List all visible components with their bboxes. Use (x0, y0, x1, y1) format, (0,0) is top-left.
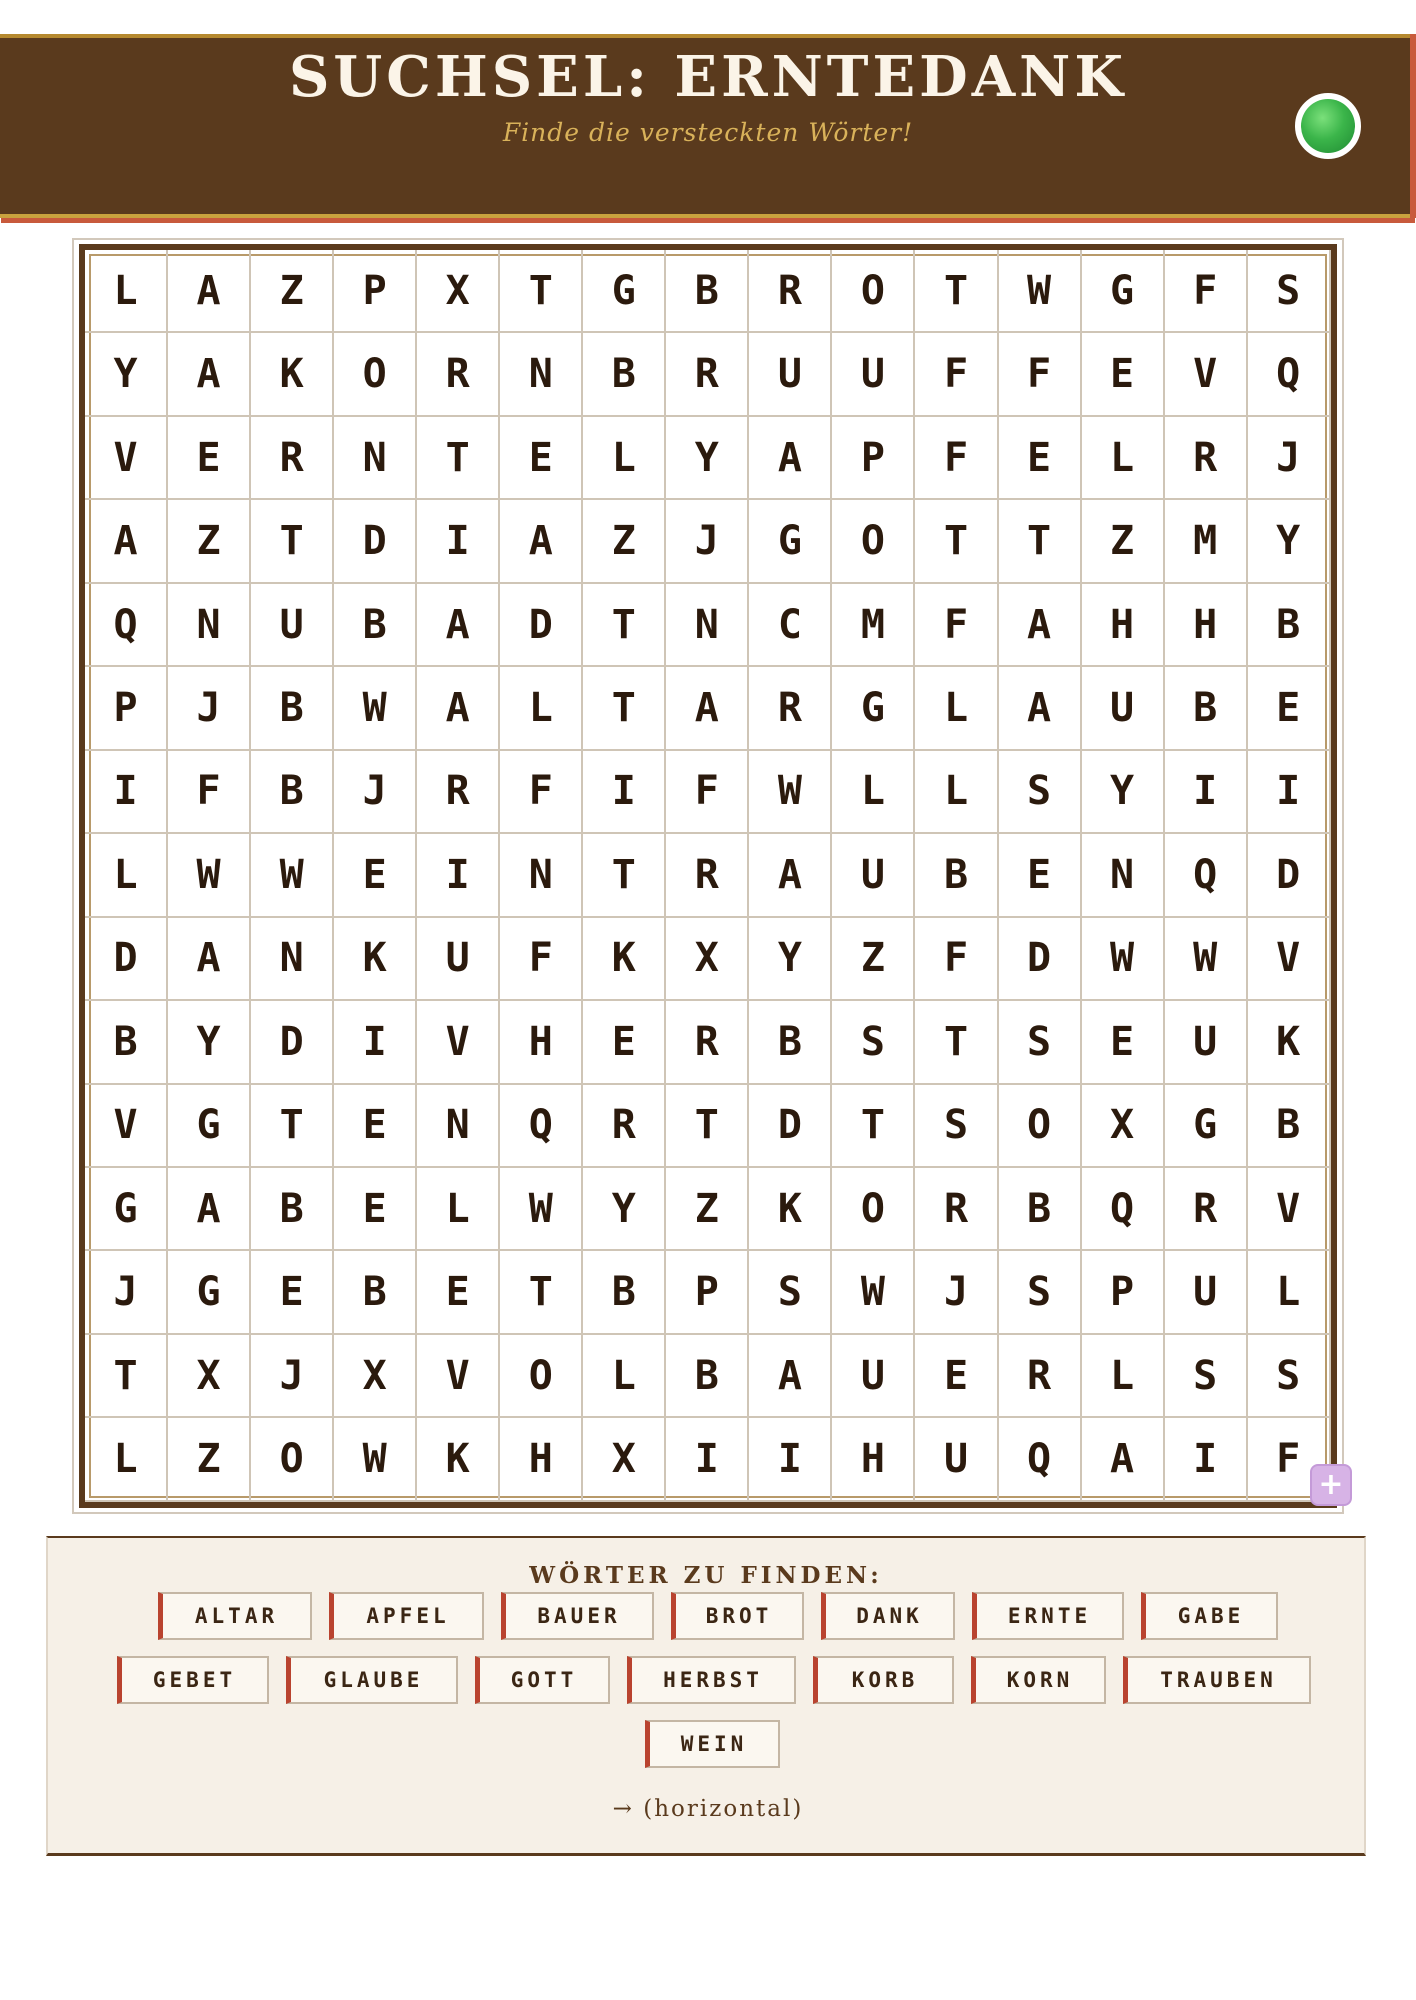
grid-cell[interactable]: X (168, 1335, 251, 1418)
grid-cell[interactable]: E (334, 1085, 417, 1168)
grid-cell[interactable]: I (334, 1001, 417, 1084)
grid-cell[interactable]: O (999, 1085, 1082, 1168)
grid-cell[interactable]: A (500, 500, 583, 583)
grid-cell[interactable]: K (583, 918, 666, 1001)
grid-cell[interactable]: K (251, 333, 334, 416)
grid-cell[interactable]: T (85, 1335, 168, 1418)
grid-cell[interactable]: B (1248, 584, 1331, 667)
grid-cell[interactable]: I (666, 1418, 749, 1501)
grid-cell[interactable]: P (85, 667, 168, 750)
grid-cell[interactable]: U (1082, 667, 1165, 750)
grid-cell[interactable]: E (915, 1335, 998, 1418)
grid-cell[interactable]: B (999, 1168, 1082, 1251)
grid-cell[interactable]: R (417, 751, 500, 834)
grid-cell[interactable]: U (1165, 1251, 1248, 1334)
grid-cell[interactable]: W (334, 667, 417, 750)
grid-cell[interactable]: B (666, 1335, 749, 1418)
grid-cell[interactable]: D (1248, 834, 1331, 917)
grid-cell[interactable]: L (500, 667, 583, 750)
grid-cell[interactable]: N (168, 584, 251, 667)
grid-cell[interactable]: M (832, 584, 915, 667)
grid-cell[interactable]: B (583, 1251, 666, 1334)
grid-cell[interactable]: I (417, 500, 500, 583)
grid-cell[interactable]: W (999, 250, 1082, 333)
grid-cell[interactable]: I (85, 751, 168, 834)
page-subtitle: Finde die versteckten Wörter! (502, 118, 914, 147)
word-chip: GLAUBE (286, 1656, 458, 1704)
grid-cell[interactable]: H (500, 1001, 583, 1084)
grid-cell[interactable]: V (417, 1335, 500, 1418)
grid-cell[interactable]: D (251, 1001, 334, 1084)
grid-cell[interactable]: G (1165, 1085, 1248, 1168)
grid-cell[interactable]: B (1248, 1085, 1331, 1168)
grid-cell[interactable]: O (832, 250, 915, 333)
grid-cell[interactable]: E (1082, 333, 1165, 416)
grid-cell[interactable]: V (85, 1085, 168, 1168)
grid-cell[interactable]: J (1248, 417, 1331, 500)
word-chip: ERNTE (972, 1592, 1124, 1640)
grid-cell[interactable]: T (915, 250, 998, 333)
grid-cell[interactable]: S (1248, 250, 1331, 333)
grid-cell[interactable]: N (500, 333, 583, 416)
grid-cell[interactable]: S (832, 1001, 915, 1084)
grid-cell[interactable]: Q (500, 1085, 583, 1168)
grid-cell[interactable]: U (251, 584, 334, 667)
grid-cell[interactable]: J (915, 1251, 998, 1334)
grid-cell[interactable]: E (1082, 1001, 1165, 1084)
grid-cell[interactable]: F (915, 417, 998, 500)
word-chip: GABE (1141, 1592, 1278, 1640)
grid-cell[interactable]: A (417, 584, 500, 667)
grid-cell[interactable]: G (85, 1168, 168, 1251)
grid-cell[interactable]: U (749, 333, 832, 416)
grid-cell[interactable]: V (85, 417, 168, 500)
grid-cell[interactable]: M (1165, 500, 1248, 583)
grid-cell[interactable]: K (749, 1168, 832, 1251)
grid-cell[interactable]: D (999, 918, 1082, 1001)
grid-cell[interactable]: T (999, 500, 1082, 583)
grid-cell[interactable]: I (1165, 751, 1248, 834)
grid-cell[interactable]: G (583, 250, 666, 333)
grid-cell[interactable]: P (666, 1251, 749, 1334)
grid-cell[interactable]: E (334, 834, 417, 917)
grid-cell[interactable]: E (500, 417, 583, 500)
grid-cell[interactable]: H (1165, 584, 1248, 667)
direction-hint: → (horizontal) (612, 1796, 804, 1822)
grid-cell[interactable]: H (500, 1418, 583, 1501)
grid-cell[interactable]: U (417, 918, 500, 1001)
word-chip: BAUER (501, 1592, 654, 1640)
grid-cell[interactable]: W (500, 1168, 583, 1251)
grid-cell[interactable]: S (1248, 1335, 1331, 1418)
grid-cell[interactable]: L (915, 751, 998, 834)
word-chip: WEIN (645, 1720, 780, 1768)
grid-cell[interactable]: F (666, 751, 749, 834)
grid-cell[interactable]: B (749, 1001, 832, 1084)
grid-cell[interactable]: H (1082, 584, 1165, 667)
status-indicator-icon[interactable] (1292, 90, 1364, 162)
grid-cell[interactable]: I (1165, 1418, 1248, 1501)
grid-cell[interactable]: B (583, 333, 666, 416)
word-chip: TRAUBEN (1123, 1656, 1311, 1704)
grid-cell[interactable]: F (1165, 250, 1248, 333)
grid-cell[interactable]: R (417, 333, 500, 416)
grid-cell[interactable]: G (749, 500, 832, 583)
grid-cell[interactable]: W (749, 751, 832, 834)
grid-cell[interactable]: Z (168, 1418, 251, 1501)
grid-cell[interactable]: O (251, 1418, 334, 1501)
grid-cell[interactable]: R (749, 667, 832, 750)
grid-cell[interactable]: I (417, 834, 500, 917)
grid-cell[interactable]: Q (1165, 834, 1248, 917)
grid-cell[interactable]: R (999, 1335, 1082, 1418)
grid-cell[interactable]: W (251, 834, 334, 917)
grid-cell[interactable]: A (666, 667, 749, 750)
grid-cell[interactable]: G (832, 667, 915, 750)
grid-cell[interactable]: A (1082, 1418, 1165, 1501)
grid-cell[interactable]: N (1082, 834, 1165, 917)
grid-cell[interactable]: R (666, 333, 749, 416)
grid-cell[interactable]: T (251, 1085, 334, 1168)
grid-cell[interactable]: H (832, 1418, 915, 1501)
letter-grid[interactable] (85, 250, 1331, 1502)
grid-cell[interactable]: B (85, 1001, 168, 1084)
grid-cell[interactable]: T (915, 500, 998, 583)
grid-cell[interactable]: W (832, 1251, 915, 1334)
grid-cell[interactable]: T (251, 500, 334, 583)
grid-cell[interactable]: U (832, 333, 915, 416)
grid-cell[interactable]: Q (1082, 1168, 1165, 1251)
grid-cell[interactable]: N (666, 584, 749, 667)
grid-cell[interactable]: I (583, 751, 666, 834)
grid-cell[interactable]: Y (168, 1001, 251, 1084)
grid-cell[interactable]: U (832, 834, 915, 917)
word-chip: BROT (671, 1592, 804, 1640)
grid-cell[interactable]: D (334, 500, 417, 583)
grid-cell[interactable]: Y (85, 333, 168, 416)
grid-cell[interactable]: A (749, 1335, 832, 1418)
grid-cell[interactable]: L (915, 667, 998, 750)
grid-cell[interactable]: A (168, 918, 251, 1001)
grid-cell[interactable]: Q (1248, 333, 1331, 416)
grid-cell[interactable]: Q (85, 584, 168, 667)
grid-cell[interactable]: A (749, 417, 832, 500)
grid-cell[interactable]: A (999, 584, 1082, 667)
grid-cell[interactable]: Y (666, 417, 749, 500)
grid-cell[interactable]: X (583, 1418, 666, 1501)
grid-cell[interactable]: E (999, 417, 1082, 500)
grid-cell[interactable]: S (999, 1251, 1082, 1334)
word-chip: DANK (821, 1592, 955, 1640)
words-heading: WÖRTER ZU FINDEN: (529, 1562, 883, 1589)
grid-cell[interactable]: D (85, 918, 168, 1001)
grid-cell[interactable]: E (168, 417, 251, 500)
grid-cell[interactable]: O (832, 500, 915, 583)
grid-cell[interactable]: Y (1082, 751, 1165, 834)
word-chip: KORN (971, 1656, 1106, 1704)
grid-cell[interactable]: A (168, 1168, 251, 1251)
grid-cell[interactable]: R (749, 250, 832, 333)
grid-cell[interactable]: E (1248, 667, 1331, 750)
grid-cell[interactable]: R (915, 1168, 998, 1251)
grid-cell[interactable]: K (1248, 1001, 1331, 1084)
grid-cell[interactable]: S (999, 751, 1082, 834)
grid-cell[interactable]: T (583, 584, 666, 667)
grid-cell[interactable]: Z (583, 500, 666, 583)
grid-cell[interactable]: U (915, 1418, 998, 1501)
grid-cell[interactable]: G (1082, 250, 1165, 333)
grid-cell[interactable]: J (251, 1335, 334, 1418)
grid-cell[interactable]: B (1165, 667, 1248, 750)
page-title: SUCHSEL: ERNTEDANK (288, 44, 1128, 110)
grid-cell[interactable]: B (666, 250, 749, 333)
grid-cell[interactable]: R (666, 834, 749, 917)
grid-cell[interactable]: T (832, 1085, 915, 1168)
grid-cell[interactable]: T (500, 1251, 583, 1334)
grid-cell[interactable]: G (168, 1251, 251, 1334)
grid-cell[interactable]: R (666, 1001, 749, 1084)
grid-cell[interactable]: L (1082, 417, 1165, 500)
grid-cell[interactable]: W (1082, 918, 1165, 1001)
grid-cell[interactable]: L (85, 250, 168, 333)
grid-cell[interactable]: A (749, 834, 832, 917)
grid-cell[interactable]: X (334, 1335, 417, 1418)
grid-cell[interactable]: I (749, 1418, 832, 1501)
grid-cell[interactable]: Y (1248, 500, 1331, 583)
grid-cell[interactable]: B (251, 667, 334, 750)
grid-cell[interactable]: A (999, 667, 1082, 750)
grid-cell[interactable]: O (832, 1168, 915, 1251)
grid-cell[interactable]: J (85, 1251, 168, 1334)
grid-cell[interactable]: W (334, 1418, 417, 1501)
grid-cell[interactable]: F (915, 584, 998, 667)
grid-cell[interactable]: S (999, 1001, 1082, 1084)
grid-cell[interactable]: D (749, 1085, 832, 1168)
grid-cell[interactable]: F (500, 751, 583, 834)
grid-cell[interactable]: F (500, 918, 583, 1001)
grid-cell[interactable]: N (417, 1085, 500, 1168)
grid-cell[interactable]: S (749, 1251, 832, 1334)
grid-cell[interactable]: A (168, 250, 251, 333)
grid-cell[interactable]: X (1082, 1085, 1165, 1168)
grid-cell[interactable]: Z (666, 1168, 749, 1251)
grid-cell[interactable]: Z (251, 250, 334, 333)
grid-cell[interactable]: D (500, 584, 583, 667)
grid-cell[interactable]: R (1165, 417, 1248, 500)
grid-cell[interactable]: F (915, 333, 998, 416)
grid-cell[interactable]: L (583, 1335, 666, 1418)
grid-cell[interactable]: F (915, 918, 998, 1001)
grid-cell[interactable]: O (334, 333, 417, 416)
grid-cell[interactable]: I (1248, 751, 1331, 834)
grid-cell[interactable]: N (334, 417, 417, 500)
word-chip: ALTAR (158, 1592, 312, 1640)
grid-cell[interactable]: L (85, 834, 168, 917)
grid-cell[interactable]: N (500, 834, 583, 917)
grid-cell[interactable]: K (334, 918, 417, 1001)
grid-cell[interactable]: B (334, 584, 417, 667)
grid-cell[interactable]: T (915, 1001, 998, 1084)
grid-cell[interactable]: R (1165, 1168, 1248, 1251)
grid-cell[interactable]: B (334, 1251, 417, 1334)
grid-cell[interactable]: U (832, 1335, 915, 1418)
grid-cell[interactable]: C (749, 584, 832, 667)
grid-cell[interactable]: X (666, 918, 749, 1001)
grid-cell[interactable]: V (417, 1001, 500, 1084)
cross-badge-icon[interactable]: + (1310, 1464, 1352, 1506)
grid-cell[interactable]: G (168, 1085, 251, 1168)
grid-cell[interactable]: Y (749, 918, 832, 1001)
grid-cell[interactable]: J (334, 751, 417, 834)
word-chip: HERBST (627, 1656, 796, 1704)
grid-cell[interactable]: R (251, 417, 334, 500)
grid-cell[interactable]: V (1248, 1168, 1331, 1251)
grid-cell[interactable]: A (417, 667, 500, 750)
grid-cell[interactable]: L (85, 1418, 168, 1501)
grid-cell[interactable]: K (417, 1418, 500, 1501)
grid-cell[interactable]: E (417, 1251, 500, 1334)
grid-cell[interactable]: W (1165, 918, 1248, 1001)
grid-cell[interactable]: S (1165, 1335, 1248, 1418)
grid-cell[interactable]: L (1248, 1251, 1331, 1334)
grid-cell[interactable]: R (583, 1085, 666, 1168)
grid-cell[interactable]: Q (999, 1418, 1082, 1501)
grid-cell[interactable]: X (417, 250, 500, 333)
grid-cell[interactable]: Z (832, 918, 915, 1001)
grid-cell[interactable]: N (251, 918, 334, 1001)
word-chip: GOTT (475, 1656, 610, 1704)
grid-cell[interactable]: E (999, 834, 1082, 917)
grid-cell[interactable]: P (832, 417, 915, 500)
grid-cell[interactable]: L (417, 1168, 500, 1251)
grid-cell[interactable]: T (417, 417, 500, 500)
grid-cell[interactable]: B (915, 834, 998, 917)
grid-cell[interactable]: E (251, 1251, 334, 1334)
grid-cell[interactable]: Z (168, 500, 251, 583)
grid-cell[interactable]: T (583, 834, 666, 917)
grid-cell[interactable]: Y (583, 1168, 666, 1251)
grid-cell[interactable]: J (666, 500, 749, 583)
grid-cell[interactable]: L (1082, 1335, 1165, 1418)
grid-cell[interactable]: O (500, 1335, 583, 1418)
grid-cell[interactable]: E (334, 1168, 417, 1251)
word-chip: KORB (813, 1656, 954, 1704)
word-chip: GEBET (117, 1656, 269, 1704)
grid-cell[interactable]: Z (1082, 500, 1165, 583)
grid-cell[interactable]: B (251, 1168, 334, 1251)
grid-cell[interactable]: V (1165, 333, 1248, 416)
grid-cell[interactable]: P (1082, 1251, 1165, 1334)
grid-cell[interactable]: T (500, 250, 583, 333)
grid-cell[interactable]: L (583, 417, 666, 500)
grid-cell[interactable]: B (251, 751, 334, 834)
grid-cell[interactable]: L (832, 751, 915, 834)
grid-cell[interactable]: A (168, 333, 251, 416)
grid-cell[interactable]: J (168, 667, 251, 750)
grid-cell[interactable]: F (999, 333, 1082, 416)
grid-cell[interactable]: A (85, 500, 168, 583)
grid-cell[interactable]: E (583, 1001, 666, 1084)
grid-cell[interactable]: V (1248, 918, 1331, 1001)
grid-cell[interactable]: P (334, 250, 417, 333)
grid-cell[interactable]: W (168, 834, 251, 917)
grid-cell[interactable]: U (1165, 1001, 1248, 1084)
grid-cell[interactable]: T (583, 667, 666, 750)
grid-cell[interactable]: F (1248, 1418, 1331, 1501)
grid-cell[interactable]: F (168, 751, 251, 834)
grid-cell[interactable]: T (666, 1085, 749, 1168)
grid-cell[interactable]: S (915, 1085, 998, 1168)
word-chip: APFEL (329, 1592, 484, 1640)
